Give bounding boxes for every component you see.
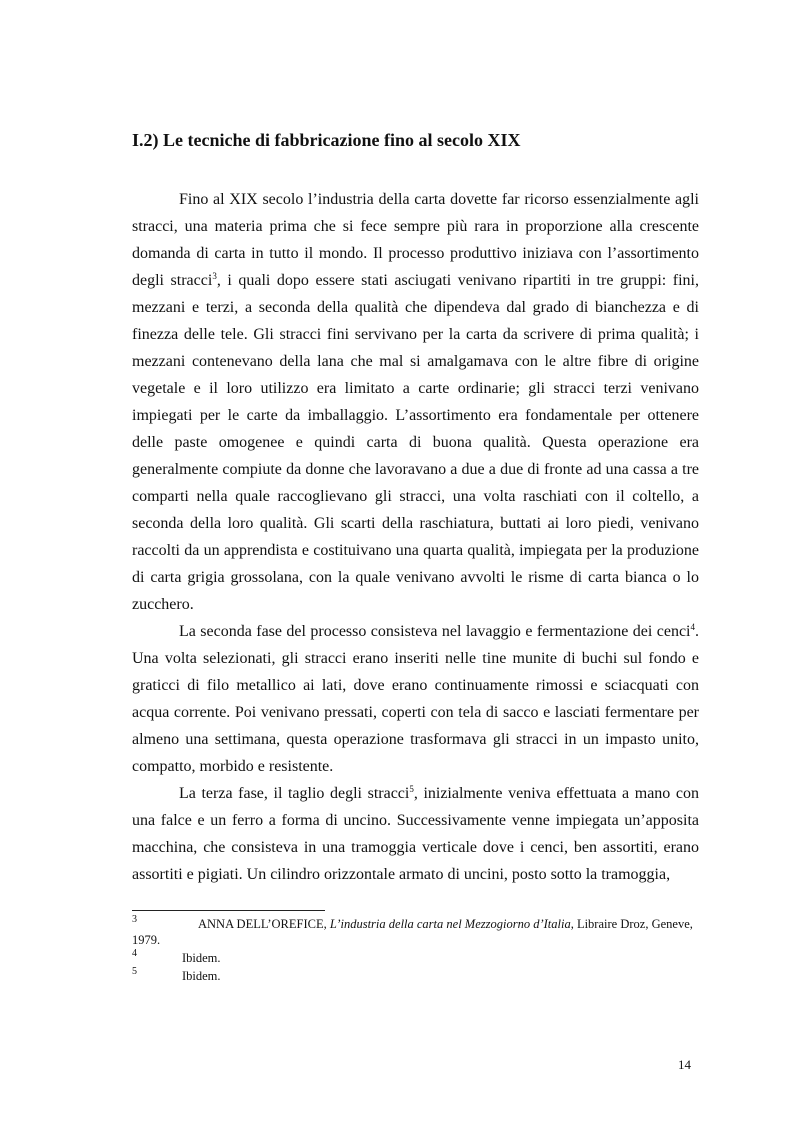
paragraph — [132, 186, 699, 618]
paragraph — [132, 780, 699, 888]
footnote-number: 5 — [132, 966, 137, 977]
footnote-reference: 5 — [409, 784, 414, 794]
paragraph-text: La seconda fase del processo consisteva nel lavaggio e fermentazione dei cenci — [179, 623, 691, 640]
footnote-text — [132, 916, 699, 948]
footnote — [132, 968, 699, 984]
footnote-reference: 4 — [690, 622, 695, 632]
footnote-separator — [132, 910, 325, 911]
footnote-text: Ibidem. — [182, 969, 221, 983]
paragraph-text: , i quali dopo essere stati asciugati venivano ripartiti in tre gruppi: fini, mezzani e terzi, a seconda della qualità che dipendeva dal grado di bianchezza e di finezza delle tele. Gli stracci fini servivano per la carta da scrivere di prima qualità; i mezzani contenevano della lana che mal si amalgamava con le altre fibre di origine vegetale e il loro utilizzo era limitato a carte ordinarie; gli stracci terzi venivano impiegati per le carte da imballaggio. L’assortimento era fondamentale per ottenere delle paste omogenee e quindi carta di buona qualità. Questa operazione era generalmente compiute da donne che lavoravano a due a due di fronte ad una cassa a tre comparti nella quale raccoglievano gli stracci, una volta raschiati con il coltello, a seconda della loro qualità. Gli scarti della raschiatura, buttati ai loro piedi, venivano raccolti da un apprendista e costituivano una quarta qualità, impiegata per la produzione di carta grigia grossolana, con la quale venivano avvolti le risme di carta bianca o lo zucchero. — [132, 272, 699, 613]
footnote-reference: 3 — [212, 271, 217, 281]
footnote-publisher: , Libraire Droz, Geneve, 1979. — [132, 917, 693, 947]
paragraph-text: Fino al XIX secolo l’industria della carta dovette far ricorso essenzialmente agli stracci, una materia prima che si fece sempre più rara in proporzione alla crescente domanda di carta in tutto il mondo. Il processo produttivo iniziava con l’assortimento degli stracci — [132, 191, 699, 289]
footnote-title: L’industria della carta nel Mezzogiorno d’Italia — [329, 917, 571, 931]
paragraph — [132, 618, 699, 780]
footnote-number: 3 — [132, 914, 137, 925]
page-number: 14 — [678, 1057, 691, 1072]
footnotes — [132, 916, 699, 986]
footnote-text: Ibidem. — [182, 951, 221, 965]
body-text — [132, 186, 699, 888]
section-heading: I.2) Le tecniche di fabbricazione fino al secolo XIX — [132, 130, 521, 150]
paragraph-text: . Una volta selezionati, gli stracci erano inseriti nelle tine munite di buchi sul fondo e graticci di filo metallico ai lati, dove erano continuamente rimossi e sciacquati con acqua corrente. Poi venivano pressati, coperti con tela di sacco e lasciati fermentare per almeno una settimana, questa operazione trasformava gli stracci in un impasto unito, compatto, morbido e resistente. — [132, 623, 699, 775]
paragraph-text: La terza fase, il taglio degli stracci — [179, 785, 410, 802]
paragraph-text: , inizialmente veniva effettuata a mano con una falce e un ferro a forma di uncino. Successivamente venne impiegata un’apposita macchina, che consisteva in una tramoggia verticale dove i cenci, ben assortiti, erano assortiti e pigiati. Un cilindro orizzontale armato di uncini, posto sotto la tramoggia, — [132, 785, 699, 883]
footnote-author: ANNA DELL’OREFICE, — [198, 917, 330, 931]
footnote — [132, 916, 699, 948]
footnote-number: 4 — [132, 948, 137, 959]
footnote — [132, 950, 699, 966]
